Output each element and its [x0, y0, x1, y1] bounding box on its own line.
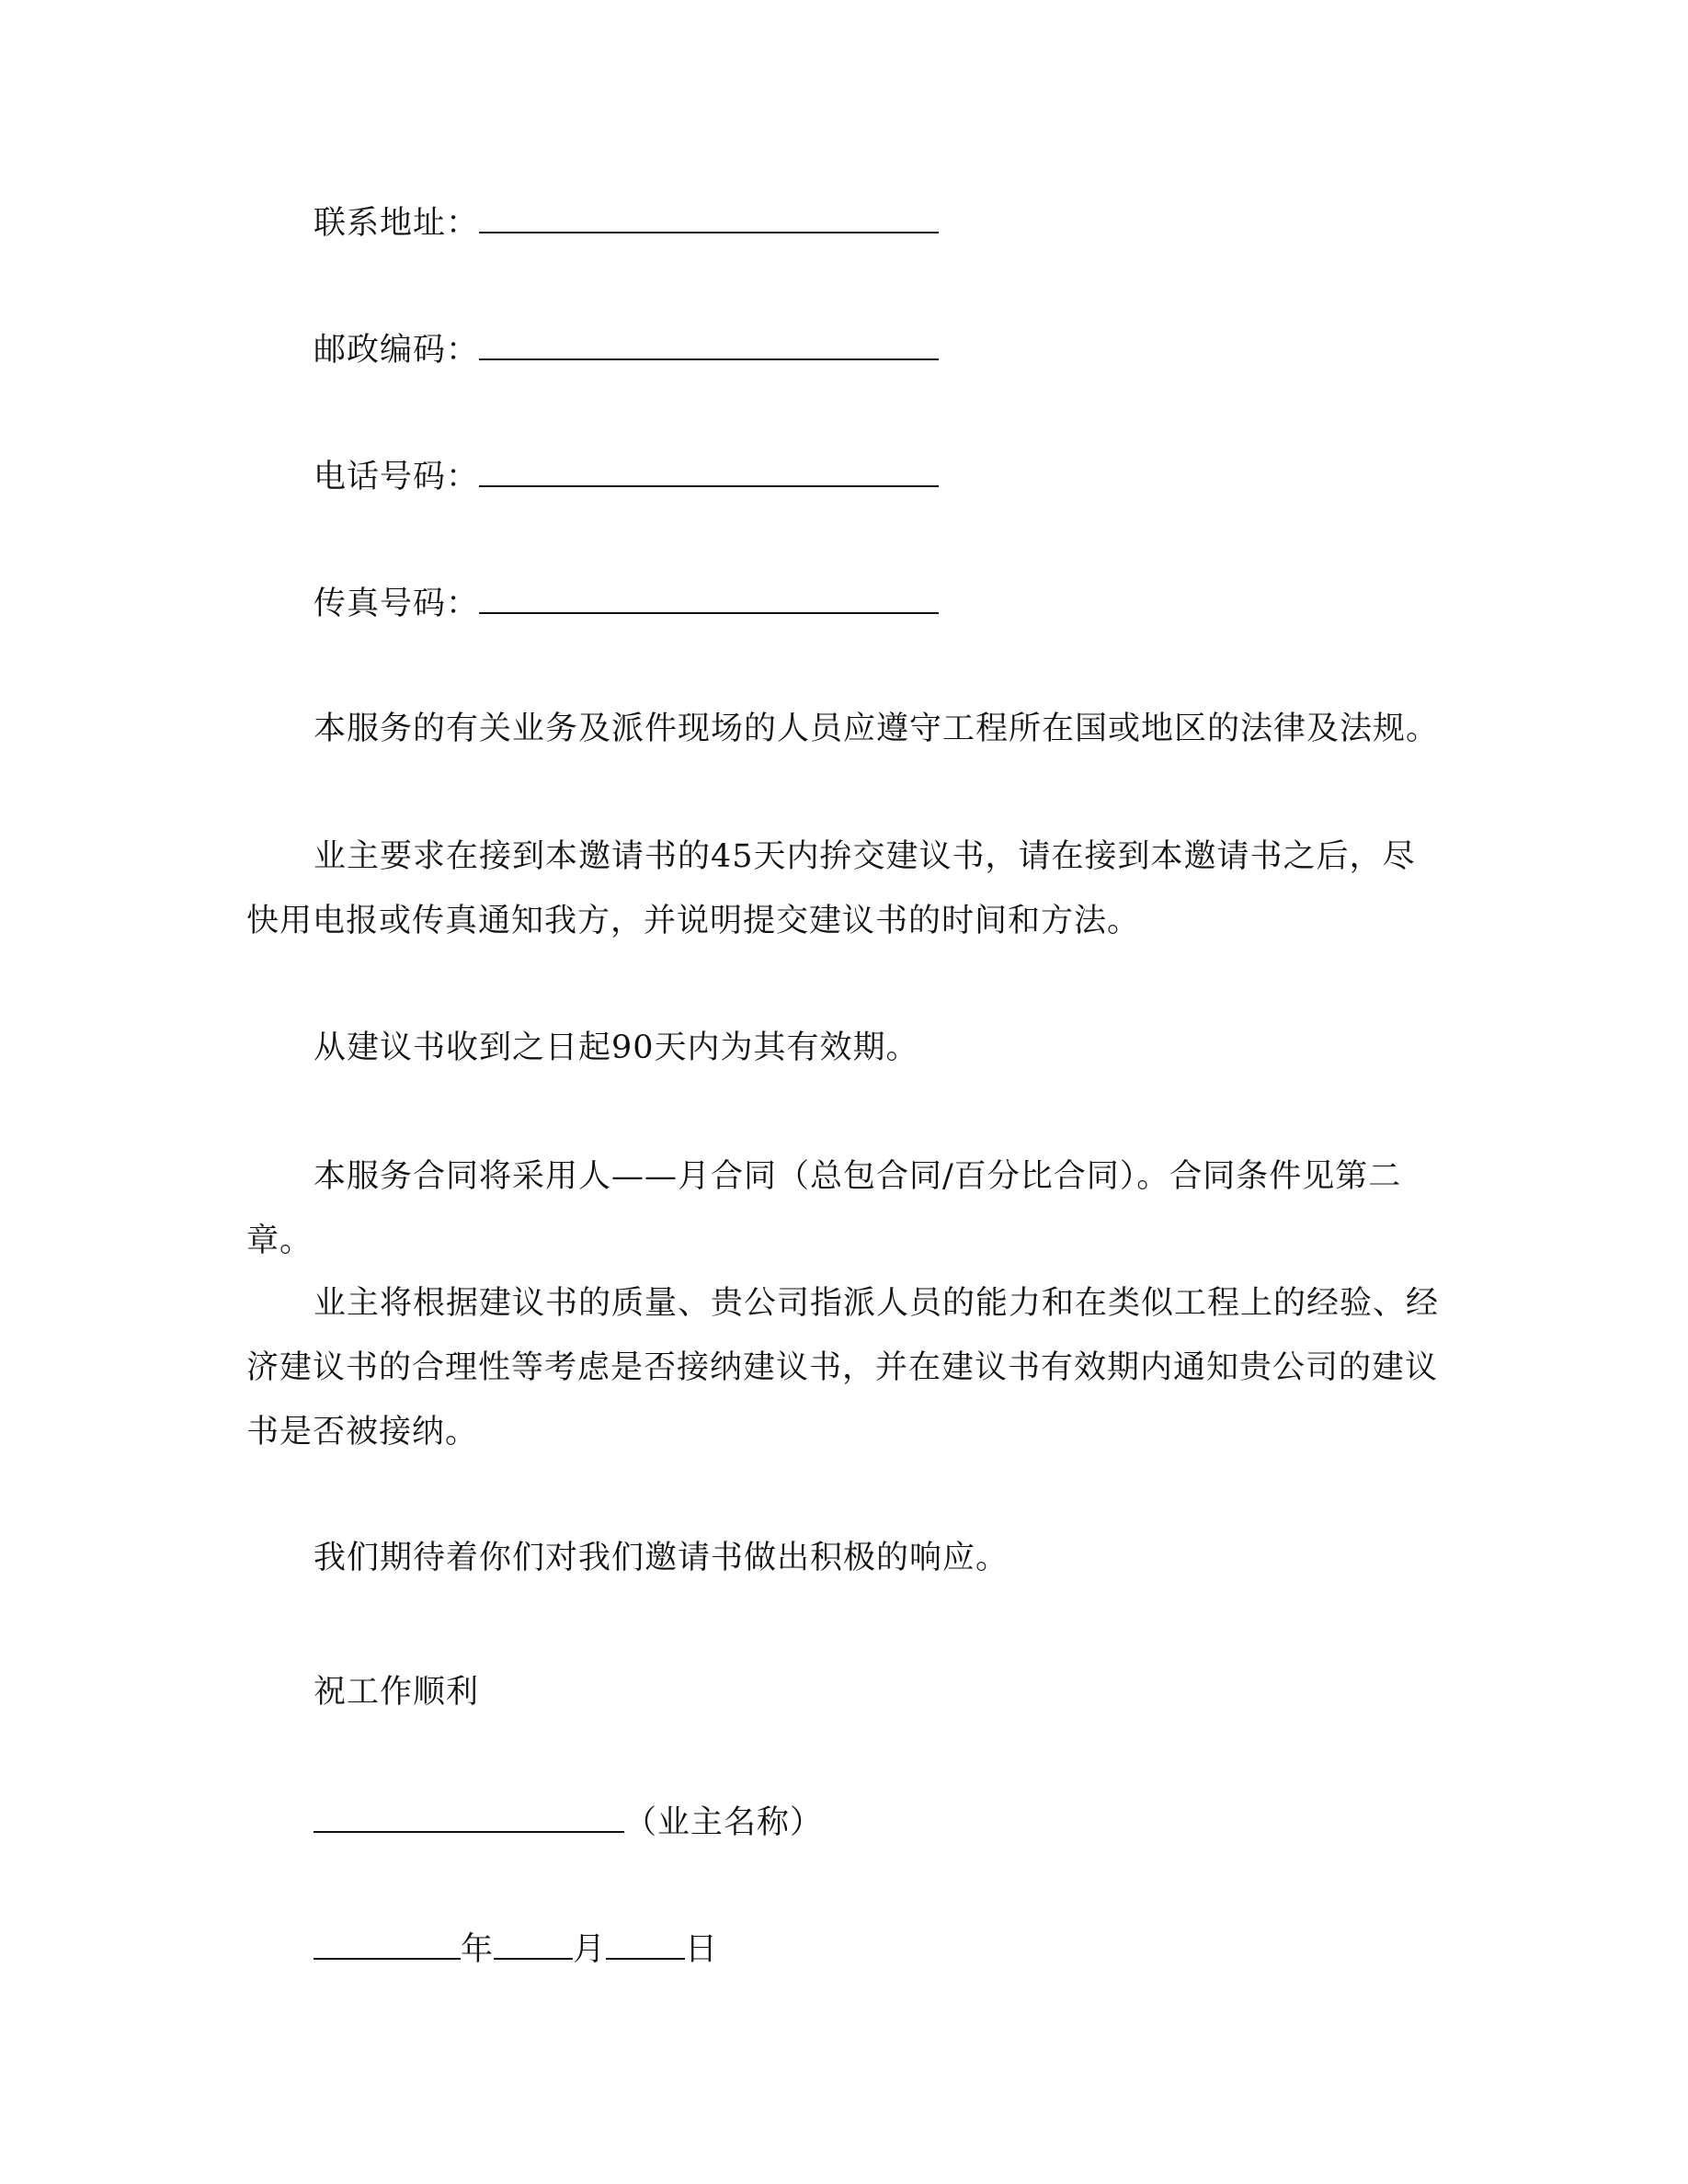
postcode-field — [314, 327, 939, 370]
fax-blank — [479, 581, 939, 614]
year-blank — [314, 1927, 461, 1960]
paragraph-validity: 从建议书收到之日起90天内为其有效期。 — [314, 1029, 919, 1066]
owner-name-note: （业主名称） — [624, 1804, 824, 1841]
date-line — [314, 1927, 718, 1969]
month-blank — [494, 1927, 573, 1960]
paragraph-evaluation: 业主将根据建议书的质量、贵公司指派人员的能力和在类似工程上的经验、经济建议书的合理性等考虑是否接纳建议书，并在建议书有效期内通知贵公司的建议书是否被接纳。 — [246, 1285, 1440, 1450]
day-label: 日 — [685, 1931, 719, 1968]
phone-blank — [479, 454, 939, 487]
fax-field — [314, 581, 939, 623]
owner-signature-line — [314, 1800, 823, 1842]
postcode-label: 邮政编码： — [314, 332, 480, 369]
owner-name-blank — [314, 1800, 624, 1833]
year-label: 年 — [461, 1931, 495, 1968]
greeting: 祝工作顺利 — [314, 1674, 480, 1711]
paragraph-contract-type: 本服务合同将采用人——月合同（总包合同/百分比合同）。合同条件见第二章。 — [246, 1158, 1402, 1259]
phone-field — [314, 454, 939, 496]
address-label: 联系地址： — [314, 205, 480, 242]
fax-label: 传真号码： — [314, 586, 480, 622]
month-label: 月 — [573, 1931, 607, 1968]
address-field — [314, 200, 939, 243]
phone-label: 电话号码： — [314, 459, 480, 495]
postcode-blank — [479, 327, 939, 360]
day-blank — [606, 1927, 685, 1960]
paragraph-proposal-deadline: 业主要求在接到本邀请书的45天内拚交建议书，请在接到本邀请书之后，尽快用电报或传真通知我方，并说明提交建议书的时间和方法。 — [246, 838, 1416, 939]
paragraph-laws: 本服务的有关业务及派件现场的人员应遵守工程所在国或地区的法律及法规。 — [314, 711, 1440, 747]
address-blank — [479, 200, 939, 233]
paragraph-expectation: 我们期待着你们对我们邀请书做出积极的响应。 — [314, 1540, 1009, 1576]
